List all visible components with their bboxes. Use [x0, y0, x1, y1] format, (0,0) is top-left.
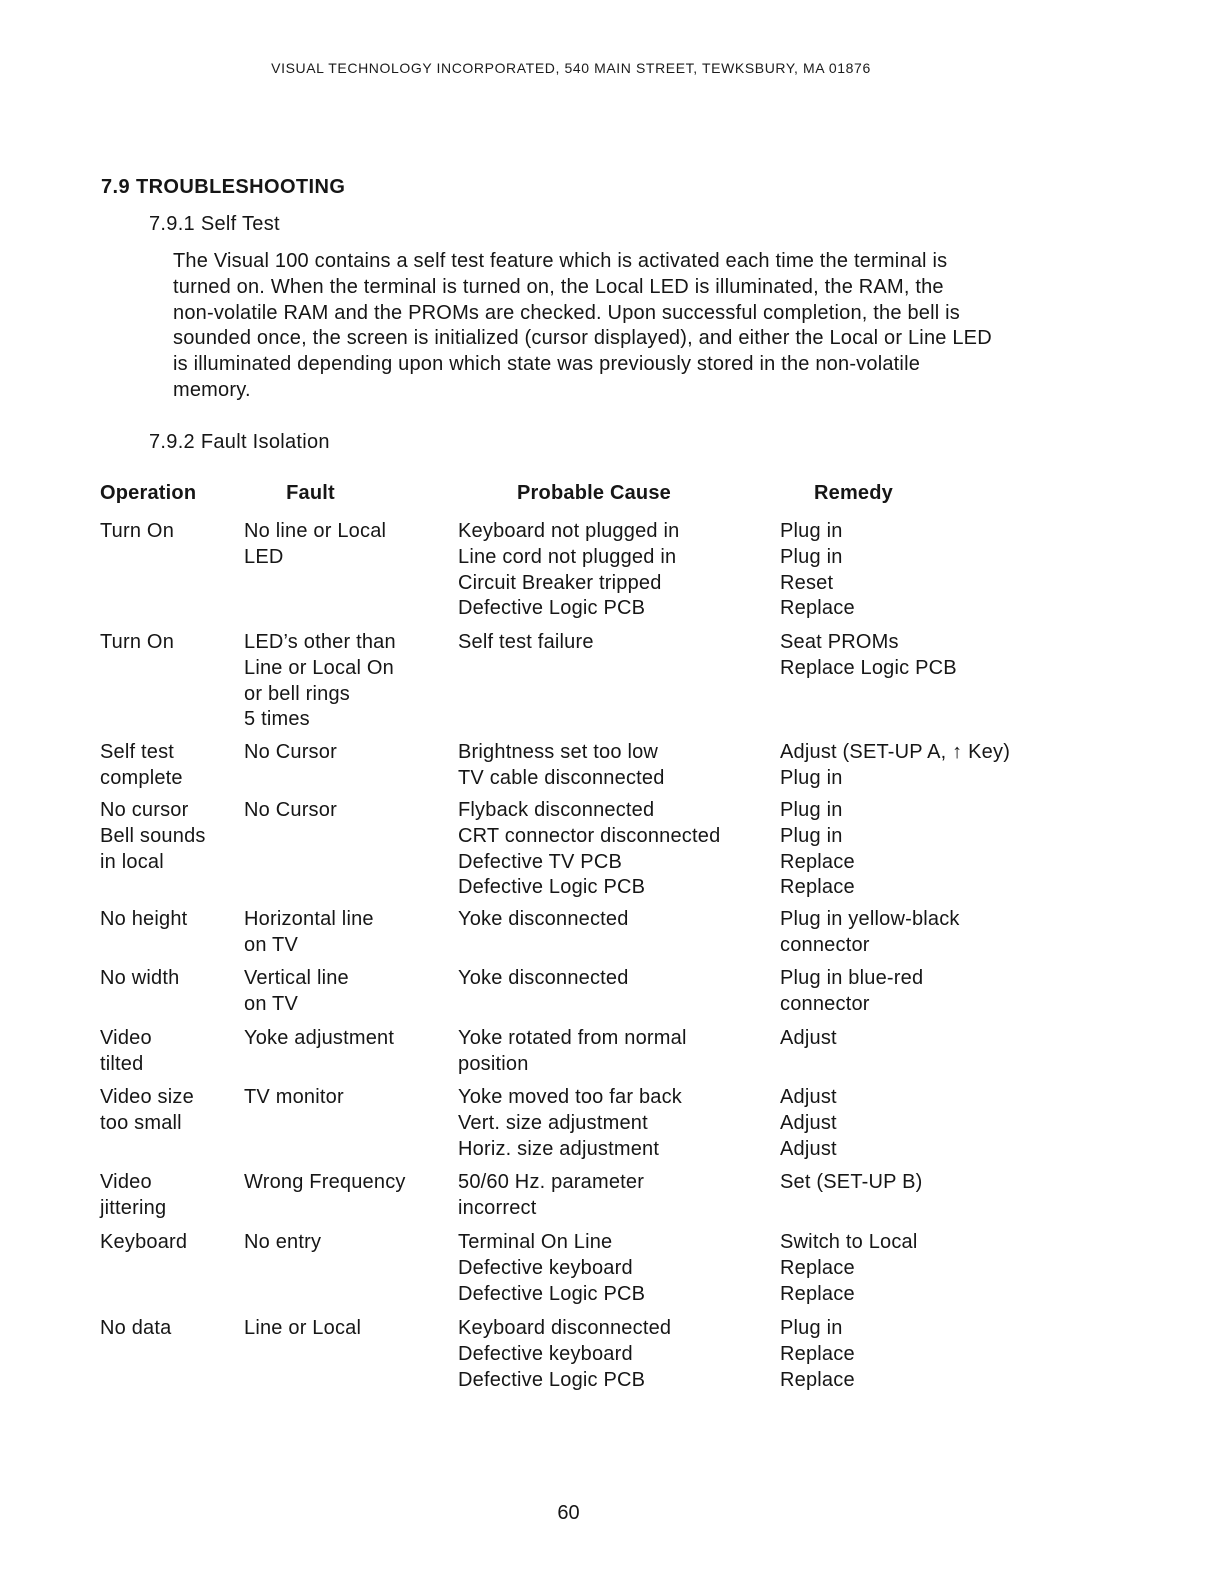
cell-line: complete: [100, 766, 183, 789]
cell-line: Line cord not plugged in: [458, 545, 677, 568]
cell-line: No entry: [244, 1231, 322, 1253]
cell-line: Plug in: [780, 545, 843, 568]
operation-cell: [100, 1170, 166, 1222]
cell-line: No width: [100, 967, 180, 989]
remedy-cell: [780, 740, 1010, 792]
fault-cell: [244, 1026, 394, 1052]
cell-line: incorrect: [458, 1196, 537, 1219]
cell-line: Adjust: [780, 1027, 837, 1049]
cell-line: Replace: [780, 597, 855, 620]
cell-line: Vertical line: [244, 967, 349, 989]
cell-line: Adjust: [780, 1111, 837, 1134]
cell-line: Defective Logic PCB: [458, 876, 646, 899]
cell-line: Defective keyboard: [458, 1256, 633, 1279]
cell-line: Replace: [780, 1342, 855, 1365]
cell-line: Terminal On Line: [458, 1231, 613, 1253]
probable-cause-cell: [458, 798, 720, 901]
probable-cause-cell: [458, 1170, 644, 1222]
cell-line: Line or Local: [244, 1317, 362, 1339]
cell-line: Turn On: [100, 520, 175, 542]
cell-line: Replace: [780, 876, 855, 899]
cell-line: Keyboard not plugged in: [458, 520, 680, 542]
fault-cell: [244, 798, 337, 824]
cell-line: Plug in: [780, 824, 843, 847]
cell-line: Plug in blue-red: [780, 967, 924, 989]
cell-line: Defective keyboard: [458, 1342, 633, 1365]
cell-line: No height: [100, 908, 188, 930]
cell-line: Plug in: [780, 1317, 843, 1339]
column-header-fault: Fault: [286, 482, 335, 504]
cell-line: Replace Logic PCB: [780, 656, 957, 679]
remedy-cell: [780, 1316, 855, 1393]
cell-line: Defective Logic PCB: [458, 1282, 646, 1305]
operation-cell: [100, 907, 187, 933]
cell-line: Reset: [780, 571, 834, 594]
cell-line: Video size: [100, 1086, 194, 1108]
fault-cell: [244, 630, 396, 733]
fault-cell: [244, 907, 374, 959]
cell-line: LED: [244, 545, 284, 568]
paragraph-line: memory.: [173, 378, 251, 401]
remedy-cell: [780, 798, 855, 901]
cell-line: Set (SET-UP B): [780, 1171, 923, 1193]
probable-cause-cell: [458, 740, 665, 792]
remedy-cell: [780, 1170, 922, 1196]
column-header-operation: Operation: [100, 482, 197, 504]
section-title: 7.9 TROUBLESHOOTING: [101, 176, 346, 198]
fault-isolation-title: 7.9.2 Fault Isolation: [149, 431, 330, 453]
cell-line: LED’s other than: [244, 631, 396, 653]
paragraph-line: The Visual 100 contains a self test feature which is activated each time the terminal is: [173, 250, 948, 272]
cell-line: Replace: [780, 850, 855, 873]
remedy-cell: [780, 519, 855, 622]
cell-line: Plug in: [780, 799, 843, 821]
cell-line: Adjust: [780, 1086, 837, 1108]
remedy-cell: [780, 1230, 918, 1307]
remedy-cell: [780, 907, 960, 959]
operation-cell: [100, 1026, 152, 1078]
cell-line: Yoke disconnected: [458, 908, 629, 930]
cell-line: Defective Logic PCB: [458, 597, 646, 620]
cell-line: Adjust: [780, 1137, 837, 1160]
remedy-cell: [780, 630, 957, 682]
probable-cause-cell: [458, 1316, 671, 1393]
cell-line: Plug in: [780, 520, 843, 542]
probable-cause-cell: [458, 966, 629, 992]
remedy-cell: [780, 1026, 837, 1052]
paragraph-line: turned on. When the terminal is turned on, the Local LED is illuminated, the RAM, the: [173, 275, 944, 298]
cell-line: connector: [780, 933, 870, 956]
cell-line: Seat PROMs: [780, 631, 899, 653]
column-header-remedy: Remedy: [813, 482, 893, 504]
fault-cell: [244, 966, 349, 1018]
cell-line: 50/60 Hz. parameter: [458, 1171, 645, 1193]
cell-line: Flyback disconnected: [458, 799, 655, 821]
cell-line: Replace: [780, 1256, 855, 1279]
cell-line: Adjust (SET-UP A, ↑ Key): [780, 741, 1011, 763]
cell-line: Keyboard: [100, 1231, 188, 1253]
operation-cell: [100, 740, 183, 792]
cell-line: TV monitor: [244, 1086, 344, 1108]
cell-line: Yoke moved too far back: [458, 1086, 682, 1108]
cell-line: Replace: [780, 1282, 855, 1305]
cell-line: Keyboard disconnected: [458, 1317, 672, 1339]
cell-line: on TV: [244, 992, 298, 1015]
cell-line: Video: [100, 1171, 152, 1193]
cell-line: too small: [100, 1111, 182, 1134]
fault-cell: [244, 740, 337, 766]
cell-line: Video: [100, 1027, 152, 1049]
cell-line: Defective Logic PCB: [458, 1368, 646, 1391]
cell-line: Self test: [100, 741, 175, 763]
operation-cell: [100, 630, 174, 656]
self-test-paragraph: [173, 249, 1033, 404]
cell-line: or bell rings: [244, 682, 350, 705]
cell-line: on TV: [244, 933, 298, 956]
column-header-probable-cause: Probable Cause: [517, 482, 671, 504]
fault-cell: [244, 1170, 406, 1196]
cell-line: Self test failure: [458, 631, 594, 653]
fault-cell: [244, 1316, 361, 1342]
cell-line: CRT connector disconnected: [458, 824, 721, 847]
fault-cell: [244, 1230, 321, 1256]
probable-cause-cell: [458, 907, 629, 933]
cell-line: Brightness set too low: [458, 741, 659, 763]
operation-cell: [100, 1085, 194, 1137]
remedy-cell: [780, 966, 923, 1018]
operation-cell: [100, 1316, 171, 1342]
cell-line: jittering: [100, 1196, 167, 1219]
operation-cell: [100, 966, 179, 992]
probable-cause-cell: [458, 630, 594, 656]
cell-line: Yoke disconnected: [458, 967, 629, 989]
cell-line: Plug in: [780, 766, 843, 789]
cell-line: in local: [100, 850, 164, 873]
cell-line: Switch to Local: [780, 1231, 918, 1253]
cell-line: No cursor: [100, 799, 189, 821]
probable-cause-cell: [458, 519, 679, 622]
fault-cell: [244, 519, 386, 571]
cell-line: No line or Local: [244, 520, 387, 542]
cell-line: Plug in yellow-black: [780, 908, 960, 930]
cell-line: Turn On: [100, 631, 175, 653]
probable-cause-cell: [458, 1230, 645, 1307]
operation-cell: [100, 519, 174, 545]
paragraph-line: sounded once, the screen is initialized (cursor displayed), and either the Local or Line LED: [173, 327, 992, 350]
probable-cause-cell: [458, 1085, 682, 1162]
cell-line: Vert. size adjustment: [458, 1111, 648, 1134]
self-test-title: 7.9.1 Self Test: [149, 213, 280, 235]
cell-line: Yoke adjustment: [244, 1027, 395, 1049]
operation-cell: [100, 798, 206, 875]
cell-line: position: [458, 1052, 529, 1075]
cell-line: Horiz. size adjustment: [458, 1137, 660, 1160]
company-address-header: VISUAL TECHNOLOGY INCORPORATED, 540 MAIN STREET, TEWKSBURY, MA 01876: [271, 60, 871, 76]
cell-line: Wrong Frequency: [244, 1171, 406, 1193]
cell-line: No data: [100, 1317, 172, 1339]
cell-line: Replace: [780, 1368, 855, 1391]
cell-line: No Cursor: [244, 741, 337, 763]
cell-line: Horizontal line: [244, 908, 374, 930]
fault-cell: [244, 1085, 344, 1111]
operation-cell: [100, 1230, 187, 1256]
cell-line: Defective TV PCB: [458, 850, 623, 873]
cell-line: No Cursor: [244, 799, 337, 821]
page-number: 60: [557, 1502, 580, 1524]
cell-line: tilted: [100, 1052, 144, 1075]
cell-line: Circuit Breaker tripped: [458, 571, 662, 594]
paragraph-line: non-volatile RAM and the PROMs are checked. Upon successful completion, the bell is: [173, 301, 960, 324]
cell-line: TV cable disconnected: [458, 766, 665, 789]
cell-line: connector: [780, 992, 870, 1015]
cell-line: Line or Local On: [244, 656, 394, 679]
cell-line: 5 times: [244, 708, 310, 731]
paragraph-line: is illuminated depending upon which state was previously stored in the non-volatile: [173, 353, 921, 376]
remedy-cell: [780, 1085, 837, 1162]
cell-line: Bell sounds: [100, 824, 206, 847]
cell-line: Yoke rotated from normal: [458, 1027, 687, 1049]
probable-cause-cell: [458, 1026, 687, 1078]
